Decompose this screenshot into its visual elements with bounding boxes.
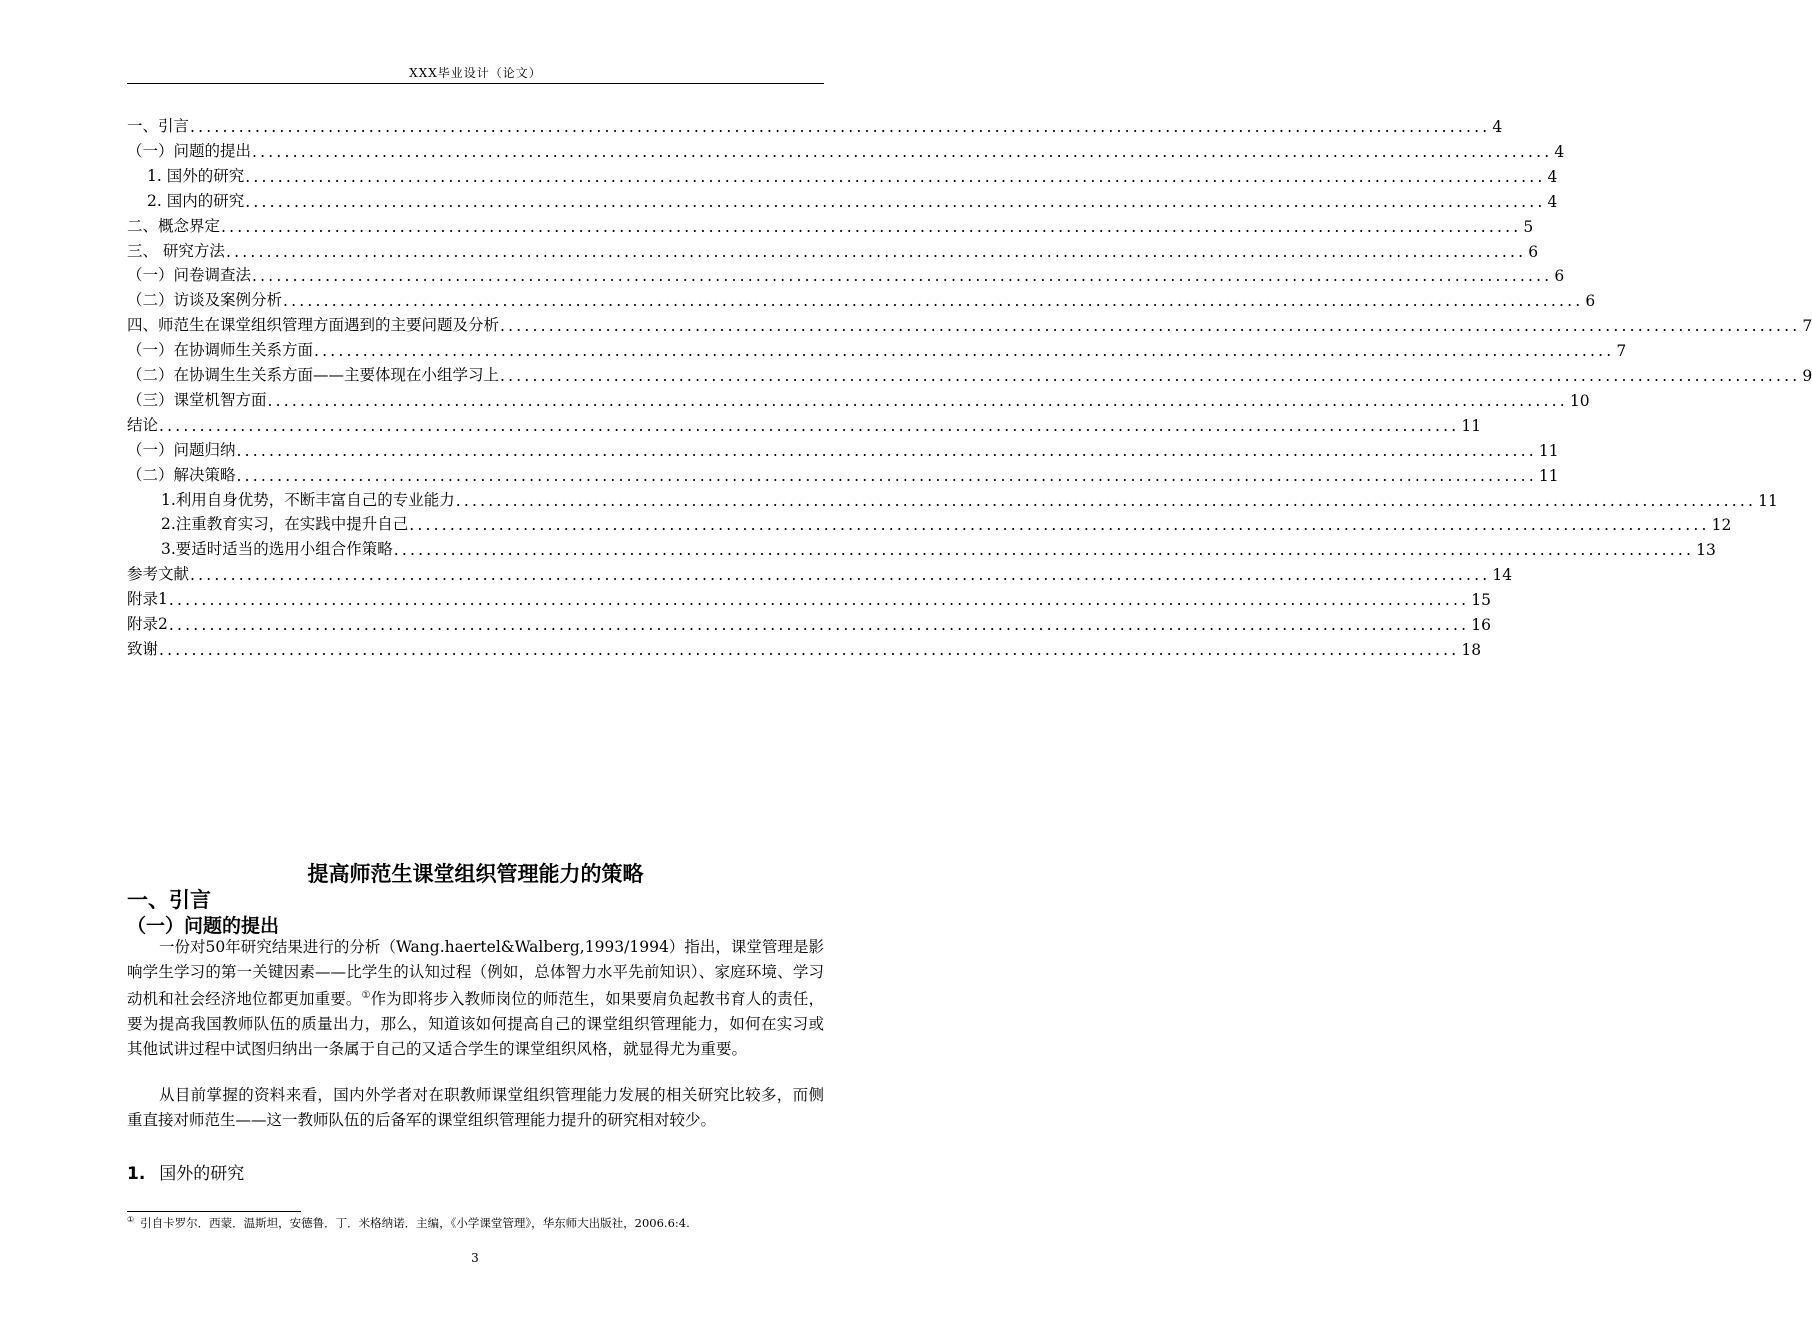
toc-entry[interactable] — [127, 237, 1539, 261]
page-number: 3 — [471, 1251, 479, 1265]
toc-entry-page: 12 — [1711, 516, 1732, 535]
toc-entry-page: 6 — [1528, 242, 1539, 261]
toc-entry-label: 附录2 — [127, 615, 168, 633]
footnote-mark: ① — [127, 1215, 135, 1225]
toc-entry-label: 参考文献 — [127, 565, 190, 584]
section-heading: 一、引言 — [127, 888, 211, 912]
toc-entry-label: 四、师范生在课堂组织管理方面遇到的主要问题及分析 — [127, 316, 500, 335]
toc-entry[interactable] — [127, 436, 1559, 460]
toc-entry[interactable] — [161, 510, 1732, 535]
toc-entry-label: 三、 研究方法 — [127, 241, 225, 260]
toc-entry-page: 4 — [1492, 118, 1503, 136]
toc-entry[interactable] — [127, 610, 1491, 634]
header-rule — [127, 83, 824, 84]
toc-entry-label: 结论 — [127, 415, 159, 434]
toc-entry-label: 2.注重教育实习，在实践中提升自己 — [161, 515, 409, 534]
toc-entry-label: 3.要适时适当的选用小组合作策略 — [161, 540, 393, 559]
body-paragraph — [127, 935, 824, 1061]
toc-entry-label: 二、概念界定 — [127, 216, 221, 235]
toc-leader-dots: ................................................................................................................................................................ — [236, 466, 1537, 485]
footnote-reference[interactable]: ① — [361, 990, 371, 1002]
toc-entry-label: （一）问卷调查法 — [127, 266, 252, 285]
paragraph-text: 作为即将步入教师岗位的师范生，如果要肩负起教书育人的责任，要为提高我国教师队伍的质量出力，那么，知道该如何提高自己的课堂组织管理能力，如何在实习或其他试讲过程中试图归纳出一条属于自己的又适合学生的课堂组织风格，就显得尤为重要。 — [127, 990, 824, 1058]
toc-entry-page: 13 — [1696, 541, 1716, 560]
toc-entry-page: 18 — [1461, 640, 1482, 659]
toc-entry-page: 11 — [1538, 466, 1559, 485]
toc-entry[interactable] — [127, 311, 1812, 336]
toc-entry-page: 7 — [1802, 317, 1812, 336]
toc-entry-page: 6 — [1554, 267, 1565, 286]
toc-entry-label: （一）问题归纳 — [127, 440, 236, 459]
toc-entry-page: 4 — [1554, 142, 1565, 161]
toc-entry-page: 10 — [1569, 391, 1590, 410]
toc-leader-dots: ................................................................................................................................................................ — [245, 192, 1546, 211]
toc-leader-dots: ................................................................................................................................................................ — [168, 616, 1470, 634]
toc-entry-label: （二）解决策略 — [127, 465, 236, 484]
toc-entry[interactable] — [161, 535, 1716, 560]
toc-entry-page: 14 — [1492, 566, 1513, 585]
toc-entry-page: 15 — [1471, 591, 1491, 610]
paragraph-text: 一份对50年研究结果进行的分析（Wang.haertel&Walberg,1993/1994）指出，课堂管理是影响学生学习的第一关键因素——比学生的认知过程（例如，总体智力水平先前知识）、家庭环境、学习动机和社会经济地位都更加重要。 — [127, 938, 824, 1009]
subsection-heading: （一）问题的提出 — [127, 915, 280, 937]
toc-entry-label: （一）问题的提出 — [127, 141, 252, 160]
toc-entry-label: （二）在协调生生关系方面——主要体现在小组学习上 — [127, 366, 500, 384]
toc-entry[interactable] — [127, 336, 1627, 361]
toc-leader-dots: ................................................................................................................................................................ — [159, 640, 1460, 659]
toc-leader-dots: ................................................................................................................................................................ — [267, 391, 1568, 410]
toc-leader-dots: ................................................................................................................................................................ — [168, 591, 1470, 610]
toc-entry[interactable] — [127, 585, 1491, 610]
toc-entry[interactable] — [127, 112, 1503, 136]
toc-entry-label: 一、引言 — [127, 117, 190, 135]
toc-entry-page: 4 — [1547, 192, 1558, 211]
toc-entry-label: 致谢 — [127, 639, 159, 658]
toc-entry-page: 9 — [1802, 367, 1812, 385]
toc-entry-page: 5 — [1523, 217, 1534, 236]
toc-leader-dots: ................................................................................................................................................................ — [225, 242, 1527, 261]
toc-entry[interactable] — [127, 411, 1482, 435]
toc-leader-dots: ................................................................................................................................................................ — [283, 292, 1584, 311]
footnote — [127, 1215, 690, 1231]
toc-leader-dots: ................................................................................................................................................................ — [236, 441, 1537, 460]
toc-entry-label: （三）课堂机智方面 — [127, 390, 267, 409]
toc-entry[interactable] — [127, 461, 1559, 485]
toc-entry-label: （一）在协调师生关系方面 — [127, 341, 314, 360]
toc-leader-dots: ................................................................................................................................................................ — [245, 167, 1546, 186]
toc-entry-page: 11 — [1461, 416, 1482, 435]
toc-leader-dots: ................................................................................................................................................................ — [221, 217, 1522, 236]
toc-entry-label: 附录1 — [127, 590, 168, 609]
toc-entry[interactable] — [147, 187, 1558, 211]
toc-leader-dots: ................................................................................................................................................................ — [252, 267, 1553, 286]
toc-leader-dots: ................................................................................................................................................................ — [409, 516, 1710, 535]
running-header: XXX毕业设计（论文） — [409, 66, 542, 80]
toc-entry-page: 4 — [1547, 167, 1558, 186]
toc-entry[interactable] — [127, 386, 1590, 410]
toc-entry-label: （二）访谈及案例分析 — [127, 291, 283, 310]
toc-leader-dots: ................................................................................................................................................................ — [500, 367, 1801, 385]
toc-leader-dots: ................................................................................................................................................................ — [314, 342, 1615, 361]
footnote-text: 引自卡罗尔．西蒙．温斯坦，安德鲁．丁．米格纳诺．主编，《小学课堂管理》，华东师大出版社，2006.6:4. — [140, 1216, 690, 1230]
toc-entry[interactable] — [127, 212, 1534, 236]
toc-leader-dots: ................................................................................................................................................................ — [190, 118, 1491, 136]
toc-entry[interactable] — [127, 361, 1812, 385]
footnote-rule — [127, 1211, 301, 1212]
toc-entry-page: 16 — [1471, 616, 1491, 634]
toc-entry-label: 2. 国内的研究 — [147, 191, 245, 210]
toc-entry[interactable] — [147, 162, 1558, 186]
toc-entry[interactable] — [127, 286, 1596, 311]
toc-leader-dots: ................................................................................................................................................................ — [455, 491, 1757, 510]
toc-leader-dots: ................................................................................................................................................................ — [393, 541, 1695, 560]
toc-entry[interactable] — [127, 261, 1565, 286]
toc-entry[interactable] — [127, 137, 1565, 161]
body-paragraph: 从目前掌握的资料来看，国内外学者对在职教师课堂组织管理能力发展的相关研究比较多，而侧重直接对师范生——这一教师队伍的后备军的课堂组织管理能力提升的研究相对较少。 — [127, 1086, 824, 1129]
toc-leader-dots: ................................................................................................................................................................ — [500, 317, 1801, 336]
toc-entry-page: 11 — [1538, 441, 1559, 460]
toc-leader-dots: ................................................................................................................................................................ — [159, 416, 1460, 435]
toc-entry-page: 6 — [1585, 292, 1596, 311]
paper-title: 提高师范生课堂组织管理能力的策略 — [307, 862, 644, 886]
heading-text: 国外的研究 — [159, 1164, 245, 1184]
toc-entry-label: 1. 国外的研究 — [147, 166, 245, 185]
toc-leader-dots: ................................................................................................................................................................ — [252, 142, 1553, 161]
toc-entry-page: 7 — [1616, 342, 1627, 361]
toc-leader-dots: ................................................................................................................................................................ — [190, 566, 1491, 585]
toc-entry[interactable] — [127, 635, 1482, 659]
sub-subsection-heading — [127, 1159, 244, 1184]
toc-entry[interactable] — [161, 486, 1778, 510]
toc-entry[interactable] — [127, 560, 1513, 585]
toc-entry-page: 11 — [1758, 491, 1778, 510]
toc-entry-label: 1.利用自身优势，不断丰富自己的专业能力 — [161, 490, 455, 509]
heading-number: 1. — [127, 1164, 146, 1184]
